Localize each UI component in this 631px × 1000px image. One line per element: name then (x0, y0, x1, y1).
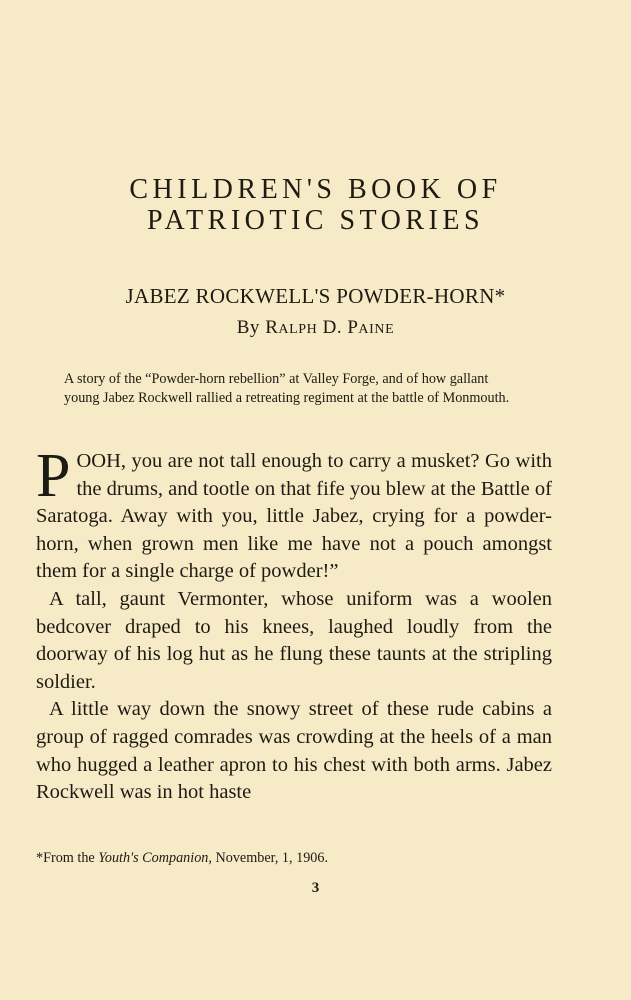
paragraph-2: A tall, gaunt Vermonter, whose uniform was a woolen bedcover draped to his knees, laughed loudly from the doorway of his log hut as he flung these taunts at the stripling soldier. (36, 587, 552, 693)
footnote-prefix: *From the (36, 850, 99, 866)
footnote (36, 850, 328, 867)
page-number: 3 (311, 880, 320, 896)
author-middle: D. (317, 317, 348, 338)
author-initial-last: P (347, 317, 359, 338)
author-last-rest: AINE (358, 322, 395, 337)
footnote-date: November, 1, 1906. (211, 850, 329, 866)
book-title-line-1: CHILDREN'S BOOK OF (129, 174, 502, 205)
drop-cap: P (36, 442, 71, 510)
author-initial-first: R (265, 317, 279, 338)
story-title: JABEZ ROCKWELL'S POWDER-HORN* (125, 284, 506, 308)
paragraph-1-text: OOH, you are not tall enough to carry a musket? Go with the drums, and tootle on that fife you blew at the Battle of Saratoga. Away with you, little Jabez, crying for a powder-horn, when grown men like me have not a pouch amongst them for a single charge of powder!” (36, 450, 552, 583)
paragraph-3: A little way down the snowy street of these rude cabins a group of ragged comrades was crowding at the heels of a man who hugged a leather apron to his chest with both arms. Jabez Rockwell was in hot haste (36, 698, 552, 804)
author-first-rest: ALPH (278, 322, 318, 337)
paragraph-1 (36, 442, 552, 586)
story-summary: A story of the “Powder-horn rebellion” at Valley Forge, and of how gallant young Jabez Rockwell rallied a retreating regiment at the battle of Monmouth. (64, 371, 510, 406)
footnote-source: Youth's Companion, (98, 850, 212, 866)
byline (0, 317, 631, 339)
story-body (36, 442, 552, 807)
book-title-line-2: PATRIOTIC STORIES (146, 205, 485, 236)
byline-prefix: By (236, 317, 266, 338)
